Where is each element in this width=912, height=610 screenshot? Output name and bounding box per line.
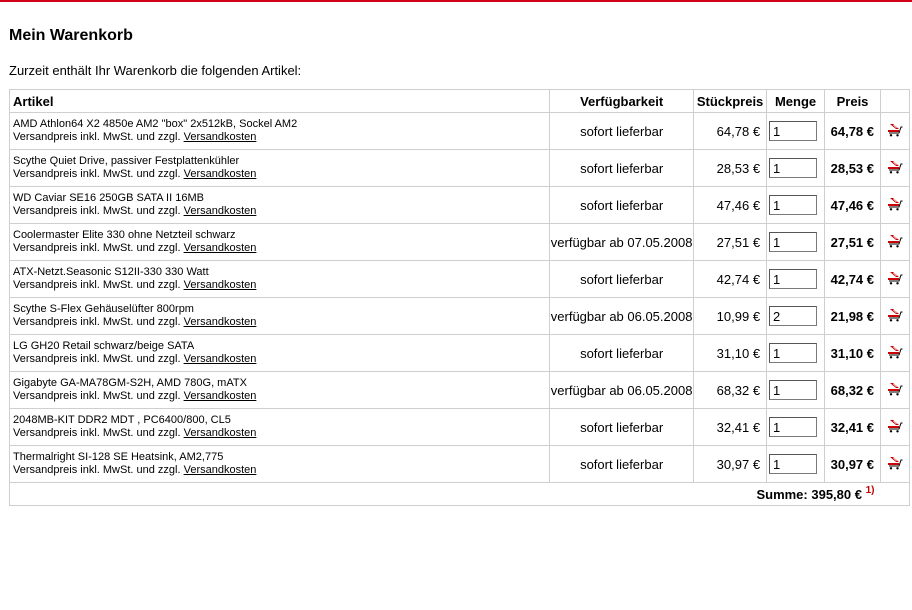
item-quantity-cell xyxy=(767,224,825,261)
shipping-costs-link[interactable]: Versandkosten xyxy=(183,353,257,365)
shipping-costs-link[interactable]: Versandkosten xyxy=(183,242,257,254)
shipping-text: Versandpreis inkl. MwSt. und zzgl. xyxy=(13,279,181,291)
item-unit-price: 27,51 € xyxy=(694,224,767,261)
shipping-text: Versandpreis inkl. MwSt. und zzgl. xyxy=(13,131,181,143)
remove-from-cart-icon[interactable] xyxy=(887,382,903,399)
page-title: Mein Warenkorb xyxy=(9,27,133,44)
item-shipping-note xyxy=(13,279,549,292)
table-row xyxy=(10,372,910,409)
item-shipping-note xyxy=(13,390,549,403)
header-availability: Verfügbarkeit xyxy=(550,90,694,113)
table-row xyxy=(10,224,910,261)
quantity-input[interactable] xyxy=(769,232,817,252)
cart-sum-row xyxy=(10,483,910,506)
shipping-costs-link[interactable]: Versandkosten xyxy=(183,390,257,402)
shipping-text: Versandpreis inkl. MwSt. und zzgl. xyxy=(13,168,181,180)
item-quantity-cell xyxy=(767,409,825,446)
item-name: Scythe S-Flex Gehäuselüfter 800rpm xyxy=(13,303,194,315)
item-total-price: 47,46 € xyxy=(825,187,881,224)
shipping-costs-link[interactable]: Versandkosten xyxy=(183,427,257,439)
quantity-input[interactable] xyxy=(769,343,817,363)
cart-sum-cell xyxy=(10,483,881,506)
item-quantity-cell xyxy=(767,261,825,298)
shipping-costs-link[interactable]: Versandkosten xyxy=(183,168,257,180)
cart-sum: Summe: 395,80 € xyxy=(756,486,862,502)
item-unit-price: 68,32 € xyxy=(694,372,767,409)
item-total-price: 30,97 € xyxy=(825,446,881,483)
item-unit-price: 64,78 € xyxy=(694,113,767,150)
shipping-costs-link[interactable]: Versandkosten xyxy=(183,131,257,143)
item-name: Gigabyte GA-MA78GM-S2H, AMD 780G, mATX xyxy=(13,377,247,389)
item-description-cell xyxy=(10,261,550,298)
item-unit-price: 30,97 € xyxy=(694,446,767,483)
item-unit-price: 10,99 € xyxy=(694,298,767,335)
item-quantity-cell xyxy=(767,446,825,483)
item-description-cell xyxy=(10,298,550,335)
remove-from-cart-icon[interactable] xyxy=(887,456,903,473)
shipping-costs-link[interactable]: Versandkosten xyxy=(183,316,257,328)
item-shipping-note xyxy=(13,427,549,440)
item-total-price: 68,32 € xyxy=(825,372,881,409)
item-availability: sofort lieferbar xyxy=(550,113,694,150)
item-quantity-cell xyxy=(767,372,825,409)
remove-from-cart-icon[interactable] xyxy=(887,234,903,251)
item-remove-cell xyxy=(881,335,910,372)
item-description-cell xyxy=(10,224,550,261)
item-shipping-note xyxy=(13,131,549,144)
remove-from-cart-icon[interactable] xyxy=(887,419,903,436)
item-availability: verfügbar ab 06.05.2008 xyxy=(550,372,694,409)
header-artikel: Artikel xyxy=(10,90,550,113)
cart-table xyxy=(9,89,910,506)
table-row xyxy=(10,187,910,224)
item-quantity-cell xyxy=(767,187,825,224)
item-remove-cell xyxy=(881,409,910,446)
item-name: ATX-Netzt.Seasonic S12II-330 330 Watt xyxy=(13,266,209,278)
item-shipping-note xyxy=(13,205,549,218)
item-shipping-note xyxy=(13,353,549,366)
remove-from-cart-icon[interactable] xyxy=(887,197,903,214)
table-row xyxy=(10,150,910,187)
item-name: Thermalright SI-128 SE Heatsink, AM2,775 xyxy=(13,451,224,463)
shipping-text: Versandpreis inkl. MwSt. und zzgl. xyxy=(13,242,181,254)
header-unit-price: Stückpreis xyxy=(694,90,767,113)
item-total-price: 64,78 € xyxy=(825,113,881,150)
shipping-text: Versandpreis inkl. MwSt. und zzgl. xyxy=(13,390,181,402)
quantity-input[interactable] xyxy=(769,158,817,178)
item-availability: verfügbar ab 07.05.2008 xyxy=(550,224,694,261)
item-unit-price: 32,41 € xyxy=(694,409,767,446)
item-unit-price: 31,10 € xyxy=(694,335,767,372)
item-remove-cell xyxy=(881,298,910,335)
item-name: WD Caviar SE16 250GB SATA II 16MB xyxy=(13,192,204,204)
shipping-text: Versandpreis inkl. MwSt. und zzgl. xyxy=(13,316,181,328)
item-remove-cell xyxy=(881,261,910,298)
item-quantity-cell xyxy=(767,335,825,372)
item-total-price: 32,41 € xyxy=(825,409,881,446)
item-shipping-note xyxy=(13,242,549,255)
item-total-price: 42,74 € xyxy=(825,261,881,298)
item-unit-price: 28,53 € xyxy=(694,150,767,187)
shipping-costs-link[interactable]: Versandkosten xyxy=(183,464,257,476)
shipping-costs-link[interactable]: Versandkosten xyxy=(183,279,257,291)
item-name: Scythe Quiet Drive, passiver Festplattenkühler xyxy=(13,155,240,167)
shipping-text: Versandpreis inkl. MwSt. und zzgl. xyxy=(13,205,181,217)
item-availability: sofort lieferbar xyxy=(550,261,694,298)
item-unit-price: 42,74 € xyxy=(694,261,767,298)
item-total-price: 27,51 € xyxy=(825,224,881,261)
item-description-cell xyxy=(10,187,550,224)
header-remove xyxy=(881,90,910,113)
cart-header-row xyxy=(10,90,910,113)
item-availability: sofort lieferbar xyxy=(550,409,694,446)
remove-from-cart-icon[interactable] xyxy=(887,271,903,288)
table-row xyxy=(10,113,910,150)
shipping-text: Versandpreis inkl. MwSt. und zzgl. xyxy=(13,353,181,365)
item-shipping-note xyxy=(13,464,549,477)
sum-footnote: 1) xyxy=(865,484,875,496)
cart-items xyxy=(10,113,910,483)
quantity-input[interactable] xyxy=(769,195,817,215)
header-price: Preis xyxy=(825,90,881,113)
item-total-price: 28,53 € xyxy=(825,150,881,187)
table-row xyxy=(10,409,910,446)
item-description-cell xyxy=(10,372,550,409)
item-total-price: 31,10 € xyxy=(825,335,881,372)
table-row xyxy=(10,298,910,335)
shipping-costs-link[interactable]: Versandkosten xyxy=(183,205,257,217)
quantity-input[interactable] xyxy=(769,121,817,141)
item-description-cell xyxy=(10,335,550,372)
item-remove-cell xyxy=(881,372,910,409)
shipping-text: Versandpreis inkl. MwSt. und zzgl. xyxy=(13,427,181,439)
item-name: AMD Athlon64 X2 4850e AM2 "box" 2x512kB, Sockel AM2 xyxy=(13,118,298,130)
item-description-cell xyxy=(10,446,550,483)
quantity-input[interactable] xyxy=(769,454,817,474)
remove-from-cart-icon[interactable] xyxy=(887,345,903,362)
item-remove-cell xyxy=(881,187,910,224)
item-remove-cell xyxy=(881,113,910,150)
item-name: Coolermaster Elite 330 ohne Netzteil schwarz xyxy=(13,229,236,241)
sum-empty-cell xyxy=(881,483,910,506)
remove-from-cart-icon[interactable] xyxy=(887,123,903,140)
item-description-cell xyxy=(10,409,550,446)
header-quantity: Menge xyxy=(767,90,825,113)
item-total-price: 21,98 € xyxy=(825,298,881,335)
quantity-input[interactable] xyxy=(769,380,817,400)
item-description-cell xyxy=(10,150,550,187)
table-row xyxy=(10,261,910,298)
item-remove-cell xyxy=(881,446,910,483)
item-availability: sofort lieferbar xyxy=(550,446,694,483)
table-row xyxy=(10,446,910,483)
shipping-text: Versandpreis inkl. MwSt. und zzgl. xyxy=(13,464,181,476)
quantity-input[interactable] xyxy=(769,306,817,326)
item-name: LG GH20 Retail schwarz/beige SATA xyxy=(13,340,195,352)
item-shipping-note xyxy=(13,168,549,181)
item-availability: sofort lieferbar xyxy=(550,335,694,372)
item-quantity-cell xyxy=(767,150,825,187)
item-remove-cell xyxy=(881,150,910,187)
item-name: 2048MB-KIT DDR2 MDT , PC6400/800, CL5 xyxy=(13,414,231,426)
item-availability: sofort lieferbar xyxy=(550,150,694,187)
item-unit-price: 47,46 € xyxy=(694,187,767,224)
cart-intro-text: Zurzeit enthält Ihr Warenkorb die folgenden Artikel: xyxy=(9,63,302,78)
item-remove-cell xyxy=(881,224,910,261)
item-availability: sofort lieferbar xyxy=(550,187,694,224)
item-availability: verfügbar ab 06.05.2008 xyxy=(550,298,694,335)
item-shipping-note xyxy=(13,316,549,329)
item-quantity-cell xyxy=(767,113,825,150)
table-row xyxy=(10,335,910,372)
quantity-input[interactable] xyxy=(769,417,817,437)
quantity-input[interactable] xyxy=(769,269,817,289)
remove-from-cart-icon[interactable] xyxy=(887,160,903,177)
remove-from-cart-icon[interactable] xyxy=(887,308,903,325)
item-quantity-cell xyxy=(767,298,825,335)
item-description-cell xyxy=(10,113,550,150)
